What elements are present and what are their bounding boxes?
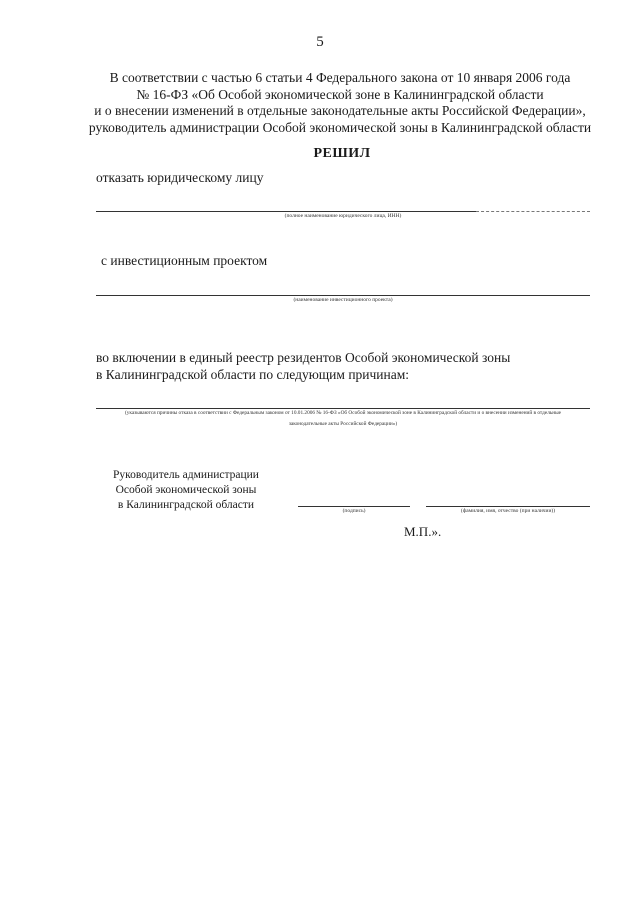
stamp-place-text: М.П.». [404, 524, 442, 539]
reason-caption-line: (указываются причины отказа в соответствии с Федеральным законом от 10.01.2006 № 16-ФЗ «Об Особой экономической зоне в Калининградской области и о внесении изменений в отдельные [124, 410, 562, 416]
full-name-line [426, 506, 590, 507]
entity-name-line [96, 211, 476, 212]
preamble-line: руководитель администрации Особой экономической зоны в Калининградской области [88, 119, 592, 135]
registry-text-line: в Калининградской области по следующим причинам: [96, 367, 410, 382]
entity-name-caption: (полное наименование юридического лица, ИНН) [284, 213, 402, 219]
reason-caption [96, 408, 590, 430]
signer-line: в Калининградской области [117, 499, 255, 511]
project-name-line [96, 295, 590, 296]
project-name-caption: (наименование инвестиционного проекта) [293, 297, 393, 303]
preamble-line: В соответствии с частью 6 статьи 4 Федерального закона от 10 января 2006 года [109, 70, 571, 85]
preamble [80, 70, 600, 136]
full-name-caption: (фамилия, имя, отчество (при наличии)) [460, 508, 556, 514]
signature-line [298, 506, 410, 507]
entity-name-line-continuation [476, 211, 590, 212]
signature-caption: (подпись) [342, 508, 366, 514]
preamble-line: № 16-ФЗ «Об Особой экономической зоне в Калининградской области [136, 86, 544, 102]
decision-title: РЕШИЛ [313, 146, 371, 161]
page-number: 5 [316, 34, 324, 50]
signer-line: Особой экономической зоны [115, 484, 257, 496]
reason-caption-line: законодательные акты Российской Федерации») [288, 421, 398, 427]
signer-line: Руководитель администрации [113, 469, 259, 481]
preamble-line: и о внесении изменений в отдельные законодательные акты Российской Федерации», [94, 103, 586, 118]
signer-title [108, 468, 264, 513]
project-text: с инвестиционным проектом [101, 253, 268, 268]
refuse-text: отказать юридическому лицу [96, 170, 264, 185]
registry-text-line: во включении в единый реестр резидентов Особой экономической зоны [96, 350, 511, 365]
